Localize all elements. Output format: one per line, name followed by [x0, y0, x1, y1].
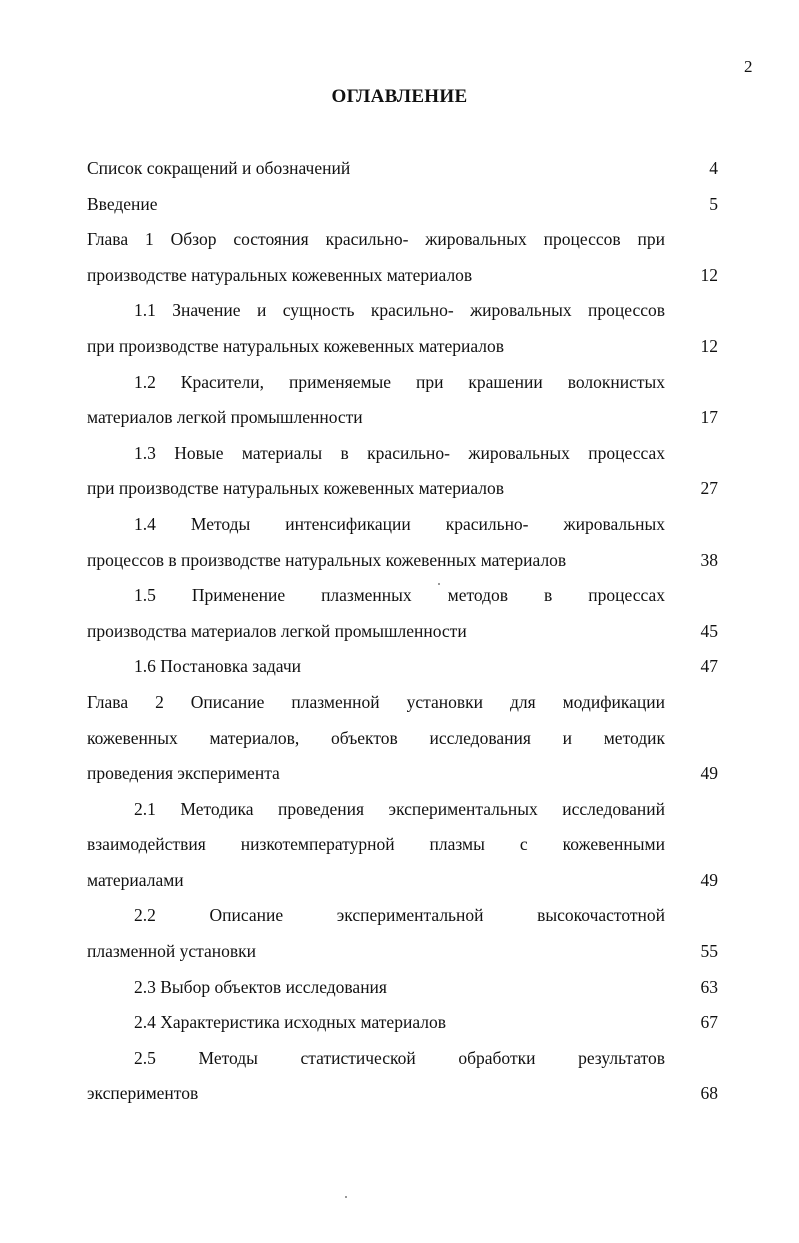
- toc-entry-text: производстве натуральных кожевенных материалов: [87, 264, 473, 285]
- toc-entry: [87, 510, 727, 581]
- toc-page-number: 49: [700, 869, 718, 890]
- scan-speck: [438, 583, 440, 585]
- toc-page-number: 67: [700, 1012, 718, 1033]
- toc-entry-line: [87, 724, 727, 760]
- toc-entry-text: 1.6 Постановка задачи: [134, 656, 302, 677]
- table-of-contents: [87, 154, 727, 1115]
- toc-page-number: 12: [700, 264, 718, 285]
- toc-entry-text: 1.2 Красители, применяемые при крашении волокнистых: [134, 371, 665, 392]
- toc-entry-line: [87, 617, 727, 653]
- toc-entry-line: [87, 296, 727, 332]
- toc-entry-line: [87, 1079, 727, 1115]
- toc-entry-line: [87, 866, 727, 902]
- toc-page-number: 4: [709, 158, 718, 178]
- toc-entry-line: [87, 795, 727, 831]
- page-title: ОГЛАВЛЕНИЕ: [331, 86, 468, 107]
- toc-entry-text: 1.3 Новые материалы в красильно- жировальных процессах: [134, 442, 665, 463]
- toc-entry-text: при производстве натуральных кожевенных материалов: [87, 478, 505, 499]
- toc-entry-line: [87, 1044, 727, 1080]
- toc-entry-text: кожевенных материалов, объектов исследования и методик: [87, 727, 665, 748]
- toc-entry-line: [87, 688, 727, 724]
- toc-entry-text: 2.4 Характеристика исходных материалов: [134, 1012, 446, 1033]
- toc-entry-text: 1.1 Значение и сущность красильно- жировальных процессов: [134, 300, 665, 321]
- toc-entry-line: [87, 474, 727, 510]
- toc-entry-line: [87, 937, 727, 973]
- toc-entry-text: экспериментов: [87, 1083, 199, 1104]
- toc-page-number: 5: [709, 193, 718, 214]
- toc-entry: [87, 1044, 727, 1115]
- toc-entry: [87, 688, 727, 795]
- toc-entry-line: [87, 154, 727, 190]
- toc-entry-text: Глава 2 Описание плазменной установки для модификации: [87, 691, 665, 712]
- toc-entry: [87, 901, 727, 972]
- toc-entry: [87, 368, 727, 439]
- toc-entry-line: [87, 332, 727, 368]
- toc-entry-line: [87, 1008, 727, 1044]
- toc-entry-line: [87, 546, 727, 582]
- toc-entry-text: 2.3 Выбор объектов исследования: [134, 976, 387, 997]
- toc-entry: [87, 1008, 727, 1044]
- toc-page-number: 55: [700, 941, 718, 962]
- page-number: 2: [744, 57, 753, 76]
- toc-page-number: 12: [700, 335, 718, 356]
- toc-entry: [87, 154, 727, 190]
- toc-entry-text: плазменной установки: [87, 941, 256, 962]
- toc-entry: [87, 225, 727, 296]
- toc-entry-line: [87, 439, 727, 475]
- toc-page-number: 47: [700, 656, 718, 677]
- toc-entry-line: [87, 510, 727, 546]
- toc-entry-line: [87, 225, 727, 261]
- toc-entry-line: [87, 368, 727, 404]
- toc-entry-text: 2.5 Методы статистической обработки результатов: [134, 1047, 665, 1068]
- toc-entry: [87, 795, 727, 902]
- toc-entry-text: Введение: [87, 193, 158, 214]
- toc-entry-line: [87, 973, 727, 1009]
- toc-entry-text: проведения эксперимента: [87, 763, 280, 784]
- toc-entry-text: процессов в производстве натуральных кожевенных материалов: [87, 549, 567, 570]
- toc-entry: [87, 652, 727, 688]
- toc-page-number: 63: [700, 976, 718, 997]
- toc-entry-text: при производстве натуральных кожевенных материалов: [87, 335, 505, 356]
- toc-entry-line: [87, 830, 727, 866]
- toc-entry-text: 2.1 Методика проведения экспериментальных исследований: [134, 798, 665, 819]
- toc-entry-text: 1.4 Методы интенсификации красильно- жировальных: [134, 513, 665, 534]
- scan-speck: [345, 1196, 347, 1198]
- toc-entry-text: материалами: [87, 869, 184, 890]
- toc-page-number: 49: [700, 763, 718, 784]
- toc-page-number: 38: [700, 549, 718, 570]
- toc-entry: [87, 581, 727, 652]
- toc-entry: [87, 296, 727, 367]
- toc-entry-line: [87, 652, 727, 688]
- toc-entry: [87, 190, 727, 226]
- toc-entry-text: взаимодействия низкотемпературной плазмы с кожевенными: [87, 834, 665, 855]
- toc-entry-line: [87, 759, 727, 795]
- toc-entry: [87, 439, 727, 510]
- toc-entry-line: [87, 403, 727, 439]
- toc-entry-text: 1.5 Применение плазменных методов в процессах: [134, 585, 665, 606]
- toc-entry-line: [87, 261, 727, 297]
- toc-entry-line: [87, 901, 727, 937]
- toc-page-number: 68: [700, 1083, 718, 1104]
- toc-entry-text: Глава 1 Обзор состояния красильно- жировальных процессов при: [87, 229, 665, 250]
- toc-page-number: 17: [700, 407, 718, 428]
- toc-page-number: 27: [700, 478, 718, 499]
- toc-page-number: 45: [700, 620, 718, 641]
- toc-entry-text: производства материалов легкой промышленности: [87, 620, 467, 641]
- toc-entry-text: 2.2 Описание экспериментальной высокочастотной: [134, 905, 665, 926]
- toc-entry-text: материалов легкой промышленности: [87, 407, 363, 428]
- toc-entry-line: [87, 190, 727, 226]
- toc-entry: [87, 973, 727, 1009]
- toc-entry-line: [87, 581, 727, 617]
- toc-entry-text: Список сокращений и обозначений: [87, 158, 351, 178]
